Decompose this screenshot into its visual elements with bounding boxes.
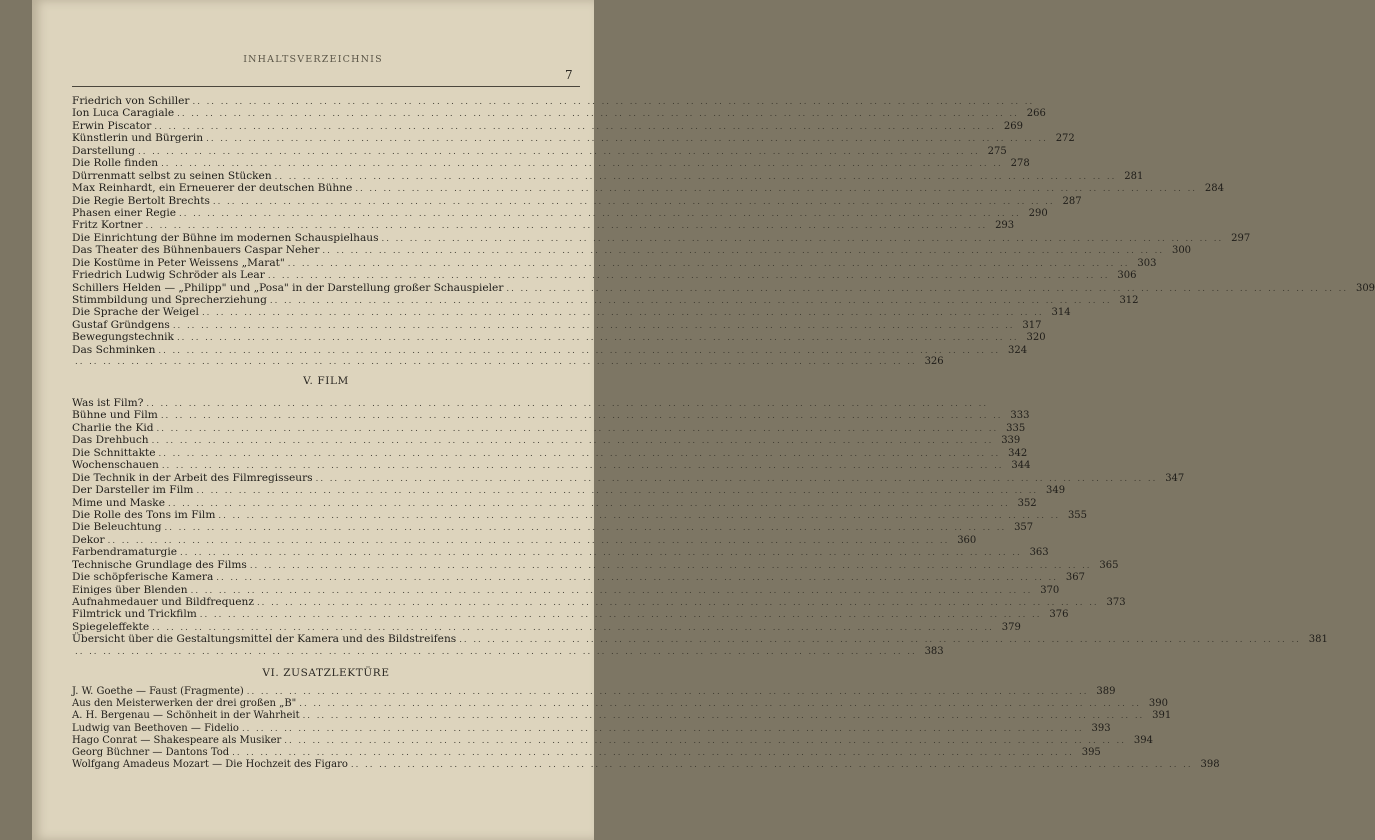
toc-entry-title: Die Beleuchtung [72, 521, 162, 534]
toc-entry-page: 266 [1026, 108, 1046, 120]
toc-entry-title: Bühne und Film [72, 409, 158, 422]
toc-leader-dots: .. .. .. .. .. .. .. .. .. .. .. .. .. .. .. .. .. .. .. .. .. .. .. .. .. .. .. .. .. .. .. .. .. .. .. .. .. .. .. .. .. .. .. .. .. .. .. .. .. .. .. .. .. .. .. .. .. .. .. .. [381, 233, 1224, 244]
toc-entry-title: Die Kostüme in Peter Weissens „Marat" [72, 256, 285, 269]
toc-entry [72, 421, 1026, 434]
toc-leader-dots: .. .. .. .. .. .. .. .. .. .. .. .. .. .. .. .. .. .. .. .. .. .. .. .. .. .. .. .. .. .. .. .. .. .. .. .. .. .. .. .. .. .. .. .. .. .. .. .. .. .. .. .. .. .. .. .. .. .. .. .. [107, 535, 950, 546]
toc-leader-dots: .. .. .. .. .. .. .. .. .. .. .. .. .. .. .. .. .. .. .. .. .. .. .. .. .. .. .. .. .. .. .. .. .. .. .. .. .. .. .. .. .. .. .. .. .. .. .. .. .. .. .. .. .. .. .. .. .. .. .. .. [256, 598, 1099, 608]
toc-entry [72, 734, 1153, 747]
toc-entry [72, 157, 1030, 170]
toc-leader-dots: .. .. .. .. .. .. .. .. .. .. .. .. .. .. .. .. .. .. .. .. .. .. .. .. .. .. .. .. .. .. .. .. .. .. .. .. .. .. .. .. .. .. .. .. .. .. .. .. .. .. .. .. .. .. .. .. .. .. .. .. [190, 585, 1033, 596]
page-number: 7 [565, 68, 573, 82]
toc-entry [72, 107, 1046, 120]
toc-leader-dots: .. .. .. .. .. .. .. .. .. .. .. .. .. .. .. .. .. .. .. .. .. .. .. .. .. .. .. .. .. .. .. .. .. .. .. .. .. .. .. .. .. .. .. .. .. .. .. .. .. .. .. .. .. .. .. .. .. .. .. .. [201, 308, 1044, 319]
toc-entry-title: Die Rolle finden [72, 157, 159, 170]
toc-entry-title: Darstellung [72, 144, 136, 157]
toc-entry [72, 521, 1034, 534]
toc-entry-title: Die schöpferische Kamera [72, 571, 214, 584]
toc-entry [72, 397, 989, 409]
toc-entry [72, 686, 1116, 698]
toc-entry [72, 608, 1069, 621]
toc-entry-page: 326 [924, 356, 944, 368]
toc-entry [72, 620, 1021, 633]
toc-leader-dots: .. .. .. .. .. .. .. .. .. .. .. .. .. .. .. .. .. .. .. .. .. .. .. .. .. .. .. .. .. .. .. .. .. .. .. .. .. .. .. .. .. .. .. .. .. .. .. .. .. .. .. .. .. .. .. .. .. .. .. .. [249, 560, 1092, 571]
toc-entry [72, 759, 1220, 771]
toc-entry [72, 471, 1185, 484]
toc-leader-dots: .. .. .. .. .. .. .. .. .. .. .. .. .. .. .. .. .. .. .. .. .. .. .. .. .. .. .. .. .. .. .. .. .. .. .. .. .. .. .. .. .. .. .. .. .. .. .. .. .. .. .. .. .. .. .. .. .. .. .. .. [216, 573, 1058, 584]
toc-entry [72, 144, 1007, 157]
toc-leader-dots: .. .. .. .. .. .. .. .. .. .. .. .. .. .. .. .. .. .. .. .. .. .. .. .. .. .. .. .. .. .. .. .. .. .. .. .. .. .. .. .. .. .. .. .. .. .. .. .. .. .. .. .. .. .. .. .. .. .. .. .. [218, 510, 1061, 521]
toc-entry-title: Aus den Meisterwerken der drei großen „B" [72, 698, 297, 710]
toc-entry [72, 231, 1251, 244]
toc-entry-title: Stimmbildung und Sprecherziehung [72, 294, 267, 306]
toc-entry [72, 446, 1028, 459]
toc-entry-page: 269 [1003, 120, 1024, 132]
toc-leader-dots: .. .. .. .. .. .. .. .. .. .. .. .. .. .. .. .. .. .. .. .. .. .. .. .. .. .. .. .. .. .. .. .. .. .. .. .. .. .. .. .. .. .. .. .. .. .. .. .. .. .. .. .. .. .. .. .. .. .. .. .. [75, 646, 917, 657]
section-heading-film: V. FILM [303, 375, 349, 387]
toc-entry-title: Fritz Kortner [72, 219, 143, 232]
toc-entry-title: Künstlerin und Bürgerin [72, 132, 204, 145]
toc-entry [72, 194, 1082, 207]
toc-entry-page: 275 [987, 145, 1007, 157]
toc-entry-title: A. H. Bergenau — Schönheit in der Wahrheit [72, 710, 300, 722]
toc-entry-page: 381 [1308, 634, 1328, 646]
toc-entry-page: 281 [1124, 170, 1144, 182]
toc-leader-dots: .. .. .. .. .. .. .. .. .. .. .. .. .. .. .. .. .. .. .. .. .. .. .. .. .. .. .. .. .. .. .. .. .. .. .. .. .. .. .. .. .. .. .. .. .. .. .. .. .. .. .. .. .. .. .. .. .. .. .. .. [322, 246, 1165, 257]
toc-leader-dots: .. .. .. .. .. .. .. .. .. .. .. .. .. .. .. .. .. .. .. .. .. .. .. .. .. .. .. .. .. .. .. .. .. .. .. .. .. .. .. .. .. .. .. .. .. .. .. .. .. .. .. .. .. .. .. .. .. .. .. .. [284, 735, 1126, 746]
toc-entry [72, 533, 977, 546]
toc-leader-dots: .. .. .. .. .. .. .. .. .. .. .. .. .. .. .. .. .. .. .. .. .. .. .. .. .. .. .. .. .. .. .. .. .. .. .. .. .. .. .. .. .. .. .. .. .. .. .. .. .. .. .. .. .. .. .. .. .. .. .. .. [146, 399, 989, 409]
toc-leader-dots: .. .. .. .. .. .. .. .. .. .. .. .. .. .. .. .. .. .. .. .. .. .. .. .. .. .. .. .. .. .. .. .. .. .. .. .. .. .. .. .. .. .. .. .. .. .. .. .. .. .. .. .. .. .. .. .. .. .. .. .. [206, 134, 1048, 145]
toc-entry-page: 284 [1204, 183, 1224, 195]
toc-entry-page: 272 [1055, 133, 1075, 145]
toc-leader-dots: .. .. .. .. .. .. .. .. .. .. .. .. .. .. .. .. .. .. .. .. .. .. .. .. .. .. .. .. .. .. .. .. .. .. .. .. .. .. .. .. .. .. .. .. .. .. .. .. .. .. .. .. .. .. .. .. .. .. .. .. [161, 159, 1003, 170]
toc-entry-title: Max Reinhardt, ein Erneuerer der deutschen Bühne [72, 182, 353, 195]
toc-leader-dots: .. .. .. .. .. .. .. .. .. .. .. .. .. .. .. .. .. .. .. .. .. .. .. .. .. .. .. .. .. .. .. .. .. .. .. .. .. .. .. .. .. .. .. .. .. .. .. .. .. .. .. .. .. .. .. .. .. .. .. .. [179, 208, 1021, 219]
toc-leader-dots: .. .. .. .. .. .. .. .. .. .. .. .. .. .. .. .. .. .. .. .. .. .. .. .. .. .. .. .. .. .. .. .. .. .. .. .. .. .. .. .. .. .. .. .. .. .. .. .. .. .. .. .. .. .. .. .. .. .. .. .. [172, 320, 1015, 331]
toc-entry-page: 398 [1200, 759, 1220, 771]
toc-entry-title: J. W. Goethe — Faust (Fragmente) [72, 686, 244, 697]
toc-entry-page: 379 [1001, 621, 1021, 633]
toc-entry [72, 596, 1126, 608]
toc-leader-dots: .. .. .. .. .. .. .. .. .. .. .. .. .. .. .. .. .. .. .. .. .. .. .. .. .. .. .. .. .. .. .. .. .. .. .. .. .. .. .. .. .. .. .. .. .. .. .. .. .. .. .. .. .. .. .. .. .. .. .. .. [269, 296, 1112, 306]
toc-entry-page: 290 [1028, 207, 1048, 219]
toc-entry-title: Der Darsteller im Film [72, 484, 194, 497]
toc-leader-dots: .. .. .. .. .. .. .. .. .. .. .. .. .. .. .. .. .. .. .. .. .. .. .. .. .. .. .. .. .. .. .. .. .. .. .. .. .. .. .. .. .. .. .. .. .. .. .. .. .. .. .. .. .. .. .. .. .. .. .. .. [246, 687, 1089, 697]
toc-leader-dots: .. .. .. .. .. .. .. .. .. .. .. .. .. .. .. .. .. .. .. .. .. .. .. .. .. .. .. .. .. .. .. .. .. .. .. .. .. .. .. .. .. .. .. .. .. .. .. .. .. .. .. .. .. .. .. .. .. .. .. .. [168, 498, 1010, 509]
toc-entry-title: Georg Büchner — Dantons Tod [72, 746, 230, 758]
toc-entry [72, 256, 1157, 269]
toc-entry-title: Farbendramaturgie [72, 546, 177, 559]
toc-entry-title: Wochenschauen [72, 459, 159, 472]
toc-entry-title: Was ist Film? [72, 397, 144, 409]
toc-entry-title: Die Schnittakte [72, 446, 156, 459]
toc-entry-page: 278 [1010, 158, 1030, 170]
toc-entry [72, 459, 1031, 472]
toc-entry-page: 383 [924, 645, 944, 657]
toc-entry-page: 363 [1029, 547, 1049, 559]
toc-entry-title: Übersicht über die Gestaltungsmittel der Kamera und des Bildstreifens [72, 633, 457, 646]
toc-entry [72, 119, 1024, 132]
toc-entry [72, 496, 1037, 509]
toc-entry-title: Ion Luca Caragiale [72, 107, 175, 120]
toc-entry [72, 206, 1048, 219]
toc-entry-page: 365 [1099, 559, 1119, 571]
toc-leader-dots: .. .. .. .. .. .. .. .. .. .. .. .. .. .. .. .. .. .. .. .. .. .. .. .. .. .. .. .. .. .. .. .. .. .. .. .. .. .. .. .. .. .. .. .. .. .. .. .. .. .. .. .. .. .. .. .. .. .. .. .. [158, 448, 1001, 459]
toc-leader-dots: .. .. .. .. .. .. .. .. .. .. .. .. .. .. .. .. .. .. .. .. .. .. .. .. .. .. .. .. .. .. .. .. .. .. .. .. .. .. .. .. .. .. .. .. .. .. .. .. .. .. .. .. .. .. .. .. .. .. .. .. [199, 610, 1042, 621]
toc-entry-title: Technische Grundlage des Films [72, 558, 247, 571]
toc-section-film [72, 397, 1328, 658]
book-page [32, 0, 1375, 840]
toc-leader-dots: .. .. .. .. .. .. .. .. .. .. .. .. .. .. .. .. .. .. .. .. .. .. .. .. .. .. .. .. .. .. .. .. .. .. .. .. .. .. .. .. .. .. .. .. .. .. .. .. .. .. .. .. .. .. .. .. .. .. .. .. [160, 411, 1003, 422]
toc-entry-title: Filmtrick und Trickfilm [72, 608, 197, 621]
toc-entry-title: Die Rolle des Tons im Film [72, 508, 216, 521]
toc-entry-page: 300 [1171, 245, 1192, 257]
toc-entry-page: 355 [1067, 509, 1088, 521]
toc-entry-page: 394 [1133, 734, 1153, 746]
toc-entry-page: 390 [1148, 698, 1168, 710]
toc-leader-dots: .. .. .. .. .. .. .. .. .. .. .. .. .. .. .. .. .. .. .. .. .. .. .. .. .. .. .. .. .. .. .. .. .. .. .. .. .. .. .. .. .. .. .. .. .. .. .. .. .. .. .. .. .. .. .. .. .. .. .. .. [152, 622, 994, 633]
toc-entry-title: Phasen einer Regie [72, 206, 177, 219]
toc-entry-title: Die Regie Bertolt Brechts [72, 194, 210, 207]
toc-leader-dots: .. .. .. .. .. .. .. .. .. .. .. .. .. .. .. .. .. .. .. .. .. .. .. .. .. .. .. .. .. .. .. .. .. .. .. .. .. .. .. .. .. .. .. .. .. .. .. .. .. .. .. .. .. .. .. .. .. .. .. .. [287, 258, 1130, 269]
toc-entry-title: Einiges über Blenden [72, 583, 188, 596]
toc-entry [72, 331, 1046, 344]
toc-entry-page: 335 [1006, 422, 1026, 434]
toc-entry-page: 303 [1137, 257, 1157, 269]
toc-entry [72, 558, 1119, 571]
toc-leader-dots: .. .. .. .. .. .. .. .. .. .. .. .. .. .. .. .. .. .. .. .. .. .. .. .. .. .. .. .. .. .. .. .. .. .. .. .. .. .. .. .. .. .. .. .. .. .. .. .. .. .. .. .. .. .. .. .. .. .. .. .. [274, 171, 1117, 182]
toc-leader-dots: .. .. .. .. .. .. .. .. .. .. .. .. .. .. .. .. .. .. .. .. .. .. .. .. .. .. .. .. .. .. .. .. .. .. .. .. .. .. .. .. .. .. .. .. .. .. .. .. .. .. .. .. .. .. .. .. .. .. .. .. [145, 221, 988, 232]
toc-entry [72, 508, 1088, 521]
toc-entry-page: 287 [1062, 195, 1082, 207]
toc-entry [72, 583, 1060, 596]
toc-entry-page: 370 [1040, 584, 1060, 596]
toc-leader-dots: .. .. .. .. .. .. .. .. .. .. .. .. .. .. .. .. .. .. .. .. .. .. .. .. .. .. .. .. .. .. .. .. .. .. .. .. .. .. .. .. .. .. .. .. .. .. .. .. .. .. .. .. .. .. .. .. .. .. .. .. [156, 423, 999, 434]
toc-leader-dots: .. .. .. .. .. .. .. .. .. .. .. .. .. .. .. .. .. .. .. .. .. .. .. .. .. .. .. .. .. .. .. .. .. .. .. .. .. .. .. .. .. .. .. .. .. .. .. .. .. .. .. .. .. .. .. .. .. .. .. .. [232, 747, 1074, 758]
toc-entry-page: 339 [1001, 435, 1021, 447]
toc-entry-title: Dekor [72, 533, 105, 546]
toc-entry [72, 244, 1192, 257]
toc-entry-page: 395 [1081, 746, 1101, 758]
toc-entry [72, 95, 1035, 107]
toc-entry-page: 342 [1008, 447, 1028, 459]
toc-entry-page: 349 [1046, 485, 1066, 497]
toc-section-theater [72, 95, 1375, 369]
toc-entry [72, 169, 1144, 182]
toc-leader-dots: .. .. .. .. .. .. .. .. .. .. .. .. .. .. .. .. .. .. .. .. .. .. .. .. .. .. .. .. .. .. .. .. .. .. .. .. .. .. .. .. .. .. .. .. .. .. .. .. .. .. .. .. .. .. .. .. .. .. .. .. [315, 473, 1158, 484]
toc-entry [72, 746, 1101, 759]
toc-entry-title: Das Drehbuch [72, 434, 149, 447]
toc-entry-page: 344 [1011, 460, 1031, 472]
toc-leader-dots: .. .. .. .. .. .. .. .. .. .. .. .. .. .. .. .. .. .. .. .. .. .. .. .. .. .. .. .. .. .. .. .. .. .. .. .. .. .. .. .. .. .. .. .. .. .. .. .. .. .. .. .. .. .. .. .. .. .. .. .. [192, 97, 1035, 107]
toc-leader-dots: .. .. .. .. .. .. .. .. .. .. .. .. .. .. .. .. .. .. .. .. .. .. .. .. .. .. .. .. .. .. .. .. .. .. .. .. .. .. .. .. .. .. .. .. .. .. .. .. .. .. .. .. .. .. .. .. .. .. .. .. [161, 461, 1004, 472]
toc-entry-page: 393 [1091, 722, 1111, 734]
toc-leader-dots: .. .. .. .. .. .. .. .. .. .. .. .. .. .. .. .. .. .. .. .. .. .. .. .. .. .. .. .. .. .. .. .. .. .. .. .. .. .. .. .. .. .. .. .. .. .. .. .. .. .. .. .. .. .. .. .. .. .. .. .. [506, 283, 1349, 294]
toc-entry [72, 219, 1015, 232]
toc-entry [72, 434, 1021, 447]
header-divider [72, 86, 580, 87]
toc-leader-dots: .. .. .. .. .. .. .. .. .. .. .. .. .. .. .. .. .. .. .. .. .. .. .. .. .. .. .. .. .. .. .. .. .. .. .. .. .. .. .. .. .. .. .. .. .. .. .. .. .. .. .. .. .. .. .. .. .. .. .. .. [355, 184, 1197, 195]
toc-entry-title: Das Schminken [72, 343, 156, 356]
toc-leader-dots: .. .. .. .. .. .. .. .. .. .. .. .. .. .. .. .. .. .. .. .. .. .. .. .. .. .. .. .. .. .. .. .. .. .. .. .. .. .. .. .. .. .. .. .. .. .. .. .. .. .. .. .. .. .. .. .. .. .. .. .. [180, 548, 1022, 559]
toc-leader-dots: .. .. .. .. .. .. .. .. .. .. .. .. .. .. .. .. .. .. .. .. .. .. .. .. .. .. .. .. .. .. .. .. .. .. .. .. .. .. .. .. .. .. .. .. .. .. .. .. .. .. .. .. .. .. .. .. .. .. .. .. [176, 333, 1019, 344]
toc-entry [72, 306, 1071, 319]
toc-entry-page: 376 [1049, 609, 1069, 621]
toc-leader-dots: .. .. .. .. .. .. .. .. .. .. .. .. .. .. .. .. .. .. .. .. .. .. .. .. .. .. .. .. .. .. .. .. .. .. .. .. .. .. .. .. .. .. .. .. .. .. .. .. .. .. .. .. .. .. .. .. .. .. .. .. [299, 699, 1141, 710]
toc-entry [72, 356, 944, 368]
toc-entry [72, 698, 1168, 710]
toc-leader-dots: .. .. .. .. .. .. .. .. .. .. .. .. .. .. .. .. .. .. .. .. .. .. .. .. .. .. .. .. .. .. .. .. .. .. .. .. .. .. .. .. .. .. .. .. .. .. .. .. .. .. .. .. .. .. .. .. .. .. .. .. [196, 486, 1039, 497]
toc-entry-title: Das Theater des Bühnenbauers Caspar Neher [72, 244, 320, 257]
toc-entry-title: Erwin Piscator [72, 119, 152, 132]
toc-entry-page: 309 [1355, 282, 1375, 294]
toc-entry-title: Mime und Maske [72, 496, 166, 509]
toc-entry-title: Die Technik in der Arbeit des Filmregisseurs [72, 471, 313, 484]
toc-entry-page: 373 [1106, 597, 1126, 608]
toc-entry [72, 294, 1139, 306]
toc-entry-page: 389 [1096, 686, 1116, 697]
toc-entry-title: Ludwig van Beethoven — Fidelio [72, 722, 239, 734]
toc-entry-title: Friedrich von Schiller [72, 95, 190, 107]
toc-entry [72, 182, 1224, 195]
toc-entry [72, 546, 1049, 559]
toc-entry-title: Dürrenmatt selbst zu seinen Stücken [72, 169, 272, 182]
toc-entry-page: 324 [1007, 344, 1028, 356]
toc-entry-page: 320 [1026, 332, 1046, 344]
toc-entry-title: Die Einrichtung der Bühne im modernen Schauspielhaus [72, 231, 379, 244]
toc-leader-dots: .. .. .. .. .. .. .. .. .. .. .. .. .. .. .. .. .. .. .. .. .. .. .. .. .. .. .. .. .. .. .. .. .. .. .. .. .. .. .. .. .. .. .. .. .. .. .. .. .. .. .. .. .. .. .. .. .. .. .. .. [212, 196, 1055, 207]
toc-entry-title: Hago Conrat — Shakespeare als Musiker [72, 734, 282, 746]
toc-leader-dots: .. .. .. .. .. .. .. .. .. .. .. .. .. .. .. .. .. .. .. .. .. .. .. .. .. .. .. .. .. .. .. .. .. .. .. .. .. .. .. .. .. .. .. .. .. .. .. .. .. .. .. .. .. .. .. .. .. .. .. .. [138, 146, 980, 157]
toc-entry [72, 633, 1328, 646]
toc-entry [72, 343, 1028, 356]
toc-entry-page: 297 [1231, 232, 1251, 244]
toc-entry [72, 484, 1066, 497]
toc-entry [72, 722, 1111, 735]
toc-entry-page: 333 [1010, 410, 1030, 422]
toc-leader-dots: .. .. .. .. .. .. .. .. .. .. .. .. .. .. .. .. .. .. .. .. .. .. .. .. .. .. .. .. .. .. .. .. .. .. .. .. .. .. .. .. .. .. .. .. .. .. .. .. .. .. .. .. .. .. .. .. .. .. .. .. [459, 635, 1301, 646]
toc-leader-dots: .. .. .. .. .. .. .. .. .. .. .. .. .. .. .. .. .. .. .. .. .. .. .. .. .. .. .. .. .. .. .. .. .. .. .. .. .. .. .. .. .. .. .. .. .. .. .. .. .. .. .. .. .. .. .. .. .. .. .. .. [177, 109, 1019, 120]
running-header-title: INHALTSVERZEICHNIS [243, 54, 383, 65]
toc-entry [72, 710, 1172, 722]
toc-entry-title: Friedrich Ludwig Schröder als Lear [72, 269, 265, 282]
toc-leader-dots: .. .. .. .. .. .. .. .. .. .. .. .. .. .. .. .. .. .. .. .. .. .. .. .. .. .. .. .. .. .. .. .. .. .. .. .. .. .. .. .. .. .. .. .. .. .. .. .. .. .. .. .. .. .. .. .. .. .. .. .. [267, 271, 1110, 282]
toc-section-zusatzlektuere [72, 686, 1220, 771]
toc-entry-page: 347 [1165, 472, 1185, 484]
toc-entry-page: 391 [1152, 710, 1172, 722]
toc-entry-page: 357 [1014, 522, 1034, 534]
toc-entry-title: Wolfgang Amadeus Mozart — Die Hochzeit des Figaro [72, 759, 348, 771]
toc-entry-page: 293 [995, 220, 1015, 232]
toc-entry [72, 409, 1030, 422]
toc-leader-dots: .. .. .. .. .. .. .. .. .. .. .. .. .. .. .. .. .. .. .. .. .. .. .. .. .. .. .. .. .. .. .. .. .. .. .. .. .. .. .. .. .. .. .. .. .. .. .. .. .. .. .. .. .. .. .. .. .. .. .. .. [151, 436, 994, 447]
toc-leader-dots: .. .. .. .. .. .. .. .. .. .. .. .. .. .. .. .. .. .. .. .. .. .. .. .. .. .. .. .. .. .. .. .. .. .. .. .. .. .. .. .. .. .. .. .. .. .. .. .. .. .. .. .. .. .. .. .. .. .. .. .. [154, 121, 997, 132]
toc-leader-dots: .. .. .. .. .. .. .. .. .. .. .. .. .. .. .. .. .. .. .. .. .. .. .. .. .. .. .. .. .. .. .. .. .. .. .. .. .. .. .. .. .. .. .. .. .. .. .. .. .. .. .. .. .. .. .. .. .. .. .. .. [158, 345, 1001, 356]
toc-entry-page: 352 [1017, 497, 1037, 509]
toc-entry-title: Charlie the Kid [72, 421, 154, 434]
toc-entry-title: Schillers Helden — „Philipp" und „Posa" in der Darstellung großer Schauspieler [72, 281, 504, 294]
toc-entry-page: 314 [1051, 307, 1071, 319]
toc-leader-dots: .. .. .. .. .. .. .. .. .. .. .. .. .. .. .. .. .. .. .. .. .. .. .. .. .. .. .. .. .. .. .. .. .. .. .. .. .. .. .. .. .. .. .. .. .. .. .. .. .. .. .. .. .. .. .. .. .. .. .. .. [241, 723, 1084, 734]
toc-entry-title: Spiegeleffekte [72, 620, 150, 633]
toc-leader-dots: .. .. .. .. .. .. .. .. .. .. .. .. .. .. .. .. .. .. .. .. .. .. .. .. .. .. .. .. .. .. .. .. .. .. .. .. .. .. .. .. .. .. .. .. .. .. .. .. .. .. .. .. .. .. .. .. .. .. .. .. [302, 711, 1145, 722]
toc-entry-page: 367 [1065, 572, 1085, 584]
section-heading-zusatzlektuere: VI. ZUSATZLEKTÜRE [262, 667, 390, 679]
toc-leader-dots: .. .. .. .. .. .. .. .. .. .. .. .. .. .. .. .. .. .. .. .. .. .. .. .. .. .. .. .. .. .. .. .. .. .. .. .. .. .. .. .. .. .. .. .. .. .. .. .. .. .. .. .. .. .. .. .. .. .. .. .. [350, 760, 1193, 771]
toc-entry-page: 306 [1117, 270, 1137, 282]
toc-entry [72, 318, 1042, 331]
toc-entry [72, 645, 944, 658]
toc-entry [72, 269, 1137, 282]
toc-entry-page: 312 [1119, 295, 1139, 306]
toc-entry-page: 360 [957, 534, 977, 546]
toc-entry-title: Die Sprache der Weigel [72, 306, 199, 319]
toc-entry-title: Gustaf Gründgens [72, 318, 170, 331]
toc-entry-title: Bewegungstechnik [72, 331, 174, 344]
toc-entry-title: Aufnahmedauer und Bildfrequenz [72, 596, 254, 608]
toc-leader-dots: .. .. .. .. .. .. .. .. .. .. .. .. .. .. .. .. .. .. .. .. .. .. .. .. .. .. .. .. .. .. .. .. .. .. .. .. .. .. .. .. .. .. .. .. .. .. .. .. .. .. .. .. .. .. .. .. .. .. .. .. [75, 357, 917, 368]
toc-entry [72, 281, 1375, 294]
toc-entry [72, 132, 1075, 145]
toc-entry [72, 571, 1085, 584]
toc-leader-dots: .. .. .. .. .. .. .. .. .. .. .. .. .. .. .. .. .. .. .. .. .. .. .. .. .. .. .. .. .. .. .. .. .. .. .. .. .. .. .. .. .. .. .. .. .. .. .. .. .. .. .. .. .. .. .. .. .. .. .. .. [164, 523, 1007, 534]
toc-entry-page: 317 [1022, 319, 1042, 331]
